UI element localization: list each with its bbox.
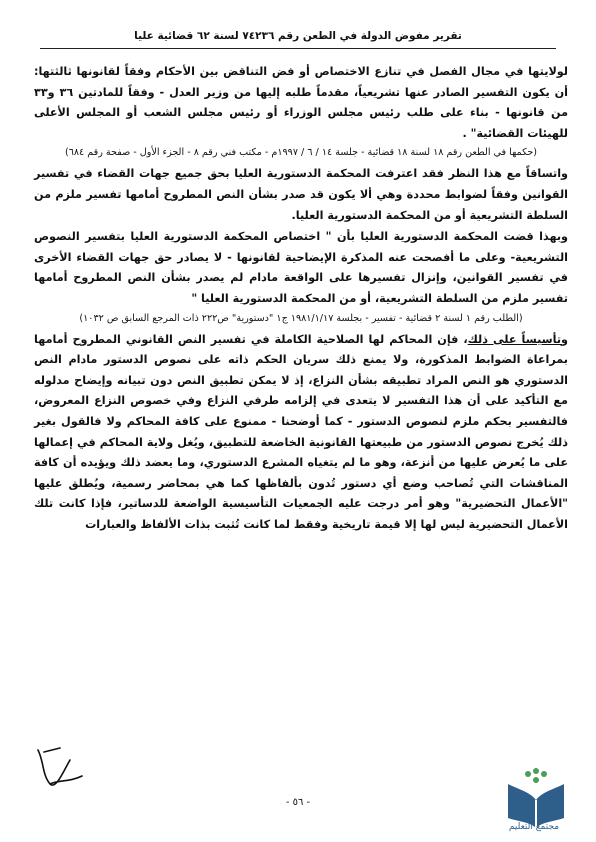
citation-2: (الطلب رقم ١ لسنة ٢ قضائية - تفسير - بجلسة ١٩٨١/١/١٧ ج١ "دستورية" ص٢٢٢ ذات المرجع السابق ص ١٠٣٢) (79, 312, 523, 324)
page-number: - ٥٦ - (285, 797, 311, 808)
paragraph-4-lead: وتأسيساً على ذلك (467, 332, 568, 346)
paragraph-4-text: ، فإن المحاكم لها الصلاحية الكاملة في تفسير النص القانوني المطروح أمامها بمراعاة الضوابط المذكورة، ولا يمنع ذلك سريان الحكم ذاته على نصوص الدستور مادام النص الدستوري هو النص المراد تطبيقه بشأن النزاع، إذ لا يمكن تطبيق النص دون تبيانه وإيضاح مدلوله مع التأكيد على أن هذا التفسير لا يتعدى في إلزامه طرفي النزاع وفي خصوص النزاع المعروض، فالتفسير بحكم ملزم لنصوص الدستور - كما أوضحنا - ممنوع على كافة المحاكم ولا فالقول بغير ذلك يُخرج نصوص الدستور من طبيعتها القانونية الخاضعة للتطبيق، ويُغل ولاية المحاكم في إعمالها على ما يُعرض عليها من أنزعة، وهو ما لم يتغياه المشرع الدستوري، وما يعضد ذلك ويؤيده أن كافة المناقشات التي تُصاحب وضع أي دستور تُدون بألفاظها كما هي بمحاضر رسمية، ويُطلق عليها "الأعمال التحضيرية" وهو أمر درجت عليه الجمعيات التأسيسية الواضعة للدساتير، فإذا كانت تلك الأعمال التحضيرية ليس لها إلا قيمة تاريخية وفقط لما كانت تُثبت بذات الألفاظ والعبارات (34, 332, 568, 531)
citation-1: (حكمها في الطعن رقم ١٨ لسنة ١٨ قضائية - جلسة ١٤ / ٦ / ١٩٩٧م - مكتب فني رقم ٨ - الجزء الأول - صفحة رقم ٦٨٤) (64, 147, 538, 159)
watermark-text: مجتمع التعليم (508, 822, 560, 832)
paragraph-1: لولايتها في مجال الفصل في تنازع الاختصاص أو فض التناقض بين الأحكام وفقاً لقانونها ثالثتها: أن يكون التفسير الصادر عنها تشريعياً، مقدماً طلبه إليها من وزير العدل - وفقاً للمادتين ٣٦ و٣٣ من قانونها - بناء على طلب رئيس مجلس الوزراء أو رئيس مجلس الشعب أو المجلس الأعلى للهيئات القضائية" . (34, 65, 568, 140)
paragraph-4 (34, 330, 568, 536)
page-header (40, 30, 556, 49)
paragraph-3: وبهذا قضت المحكمة الدستورية العليا بأن " اختصاص المحكمة الدستورية العليا بتفسير النصوص التشريعية- وعلى ما أفصحت عنه المذكرة الإيضاحية لقانونها - لا يصادر حق جهات القضاء الأخرى في تفسير القوانين، وإنزال تفسيرها على الواقعة مادام لم يصدر بشأن النص المطروح أمامها تفسير ملزم من السلطة التشريعية، أو من المحكمة الدستورية العليا " (34, 230, 568, 305)
signature-icon (30, 740, 90, 800)
body-text (34, 62, 568, 536)
header-title: تقرير مفوض الدولة في الطعن رقم ٧٤٢٣٦ لسنة ٦٢ قضائية عليا (134, 30, 462, 42)
paragraph-2: واتساقاً مع هذا النظر فقد اعترفت المحكمة الدستورية العليا بحق جميع جهات القضاء في تفسير القوانين وفقاً لضوابط محددة وهي ألا يكون قد صدر بشأن النص المطروح أمامها تفسير ملزم من السلطة التشريعية أو من المحكمة الدستورية العليا. (34, 167, 568, 222)
